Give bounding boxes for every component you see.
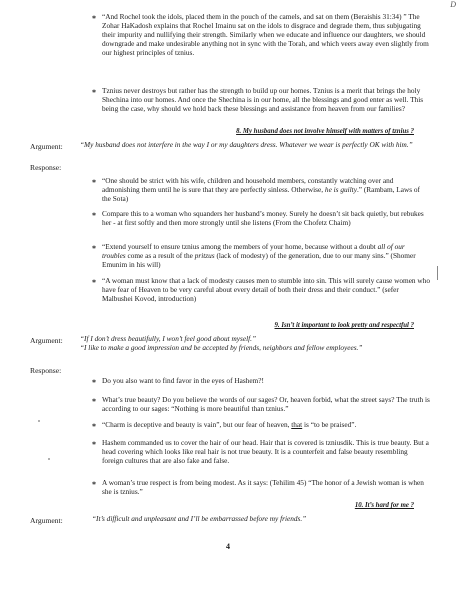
bullet-marker: * <box>92 378 96 387</box>
bullet-marker: * <box>92 278 96 287</box>
argument-label: Argument: <box>30 142 63 151</box>
section-8-argument: “My husband does not interfere in the way I or my daughters dress. Whatever we wear is perfectly OK with him.” <box>80 140 413 149</box>
bullet-marker: * <box>92 397 96 406</box>
scan-artifact <box>48 458 50 460</box>
section-9-bullet-3: “Charm is deceptive and beauty is vain”, but our fear of heaven, that is “to be praised”. <box>102 420 357 429</box>
scan-artifact <box>38 420 40 422</box>
section-9-argument-line-2: “I like to make a good impression and be accepted by friends, neighbors and fellow employees.” <box>80 343 363 352</box>
response-label: Response: <box>30 366 62 375</box>
bullet-marker: * <box>92 440 96 449</box>
section-9-heading: 9. Isn’t it important to look pretty and respectful ? <box>274 322 414 329</box>
bullet-marker: * <box>92 88 96 97</box>
section-8-bullet-2: Compare this to a woman who squanders her husband’s money. Surely he doesn’t sit back quietly, but rebukes her - at first softly and then more strongly until she listens (From the Chofetz Chaim) <box>102 209 424 227</box>
bullet-marker: * <box>92 480 96 489</box>
tznius-builds-paragraph: Tznius never destroys but rather has the strength to build up our homes. Tznius is a merit that brings the holy Shechina into our homes. And once the Shechina is in our home, all the blessings and good enter as well. This being the case, why should we hold back these blessings and assistance from heaven from our families? <box>102 86 424 113</box>
section-8-bullet-4: “A woman must know that a lack of modesty causes men to stumble into sin. This will surely cause women who have fear of Heaven to be very careful about every detail of both their dress and their conduct.” (sefer Malbushei Kovod, introduction) <box>102 276 430 303</box>
zohar-paragraph: “And Rochel took the idols, placed them in the pouch of the camels, and sat on them (Beraishis 31:34) ” The Zohar HaKadosh explains that Rochel Imainu sat on the idols to disgrace and degrade them, thus subjugating their impurity and nullifying their strength. Similarly when we educate and influence our daughters, we should downgrade and make undesirable anything not in sync with the Torah, and which veers away even slightly from our highest principles of tznius. <box>102 12 429 57</box>
scan-artifact <box>437 266 438 280</box>
section-9-argument-line-1: “If I don’t dress beautifully, I won’t feel good about myself.” <box>80 334 257 343</box>
response-label: Response: <box>30 163 62 172</box>
argument-label: Argument: <box>30 336 63 345</box>
section-10-heading: 10. It’s hard for me ? <box>354 502 414 509</box>
bullet-marker: * <box>92 178 96 187</box>
section-9-bullet-2: What’s true beauty? Do you believe the words of our sages? Or, heaven forbid, what the street says? The truth is according to our sages: “Nothing is more beautiful than tznius.” <box>102 395 430 413</box>
bullet-marker: * <box>92 211 96 220</box>
section-9-bullet-1: Do you also want to find favor in the eyes of Hashem?! <box>102 376 264 385</box>
section-9-bullet-4: Hashem commanded us to cover the hair of our head. Hair that is covered is tzniusdik. This is true beauty. But a head covering which looks like real hair is not true beauty. It is a counterfeit and false beauty resembling foreign cultures that are also fake and false. <box>102 438 429 465</box>
bullet-marker: * <box>92 244 96 253</box>
section-9-bullet-5: A woman’s true respect is from being modest. As it says: (Tehilim 45) “The honor of a Jewish woman is when she is tznius.” <box>102 478 424 496</box>
argument-label: Argument: <box>30 516 63 525</box>
section-10-argument: “It’s difficult and unpleasant and I’ll be embarrassed before my friends.” <box>92 514 307 523</box>
bullet-marker: * <box>92 422 96 431</box>
corner-mark: D <box>450 0 456 9</box>
page-number: 4 <box>226 542 230 551</box>
bullet-marker: * <box>92 14 96 23</box>
section-8-heading: 8. My husband does not involve himself with matters of tznius ? <box>236 128 414 135</box>
section-8-bullet-1: “One should be strict with his wife, children and household members, constantly watching over and admonishing them until he is sure that they are perfectly sinless. Otherwise, he is guilty.” (Rambam, Laws of the Sota) <box>102 176 420 203</box>
section-8-bullet-3: “Extend yourself to ensure tznius among the members of your home, because without a doubt all of our troubles come as a result of the pritzus (lack of modesty) of the generation, due to our many sins.” (Shomer Emunim in his will) <box>102 242 416 269</box>
